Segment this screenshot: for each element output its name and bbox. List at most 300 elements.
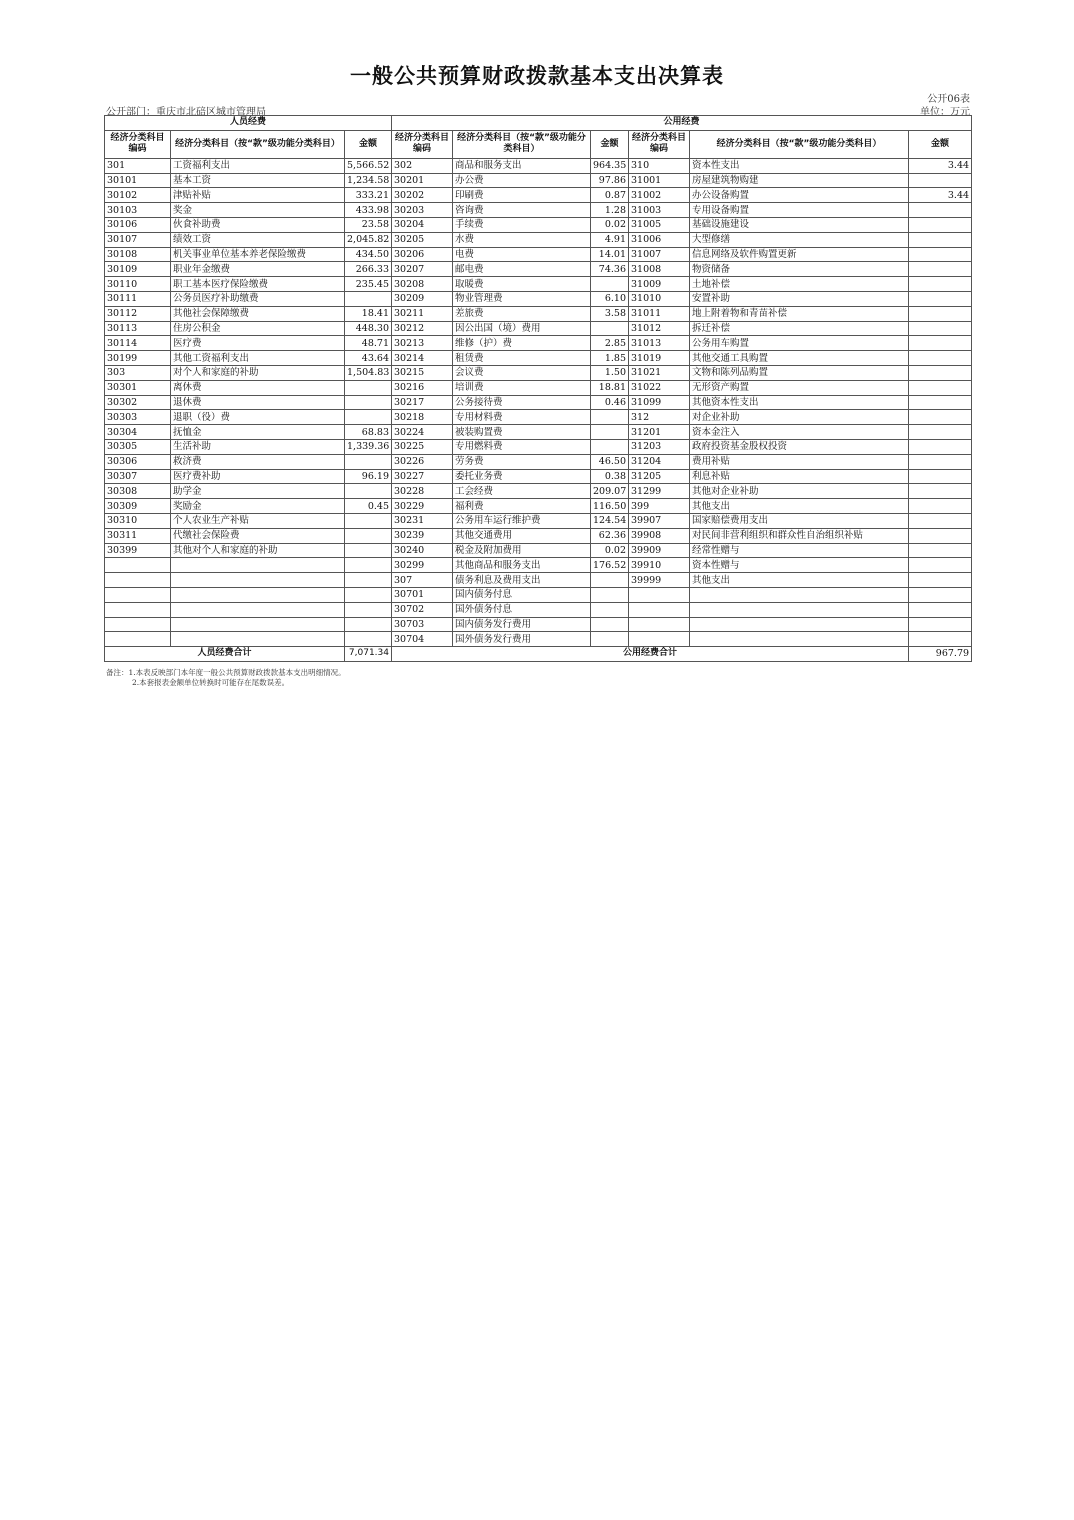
col-code: 经济分类科目编码 xyxy=(629,130,690,158)
cell-amount: 176.52 xyxy=(591,558,629,573)
cell-code: 39909 xyxy=(629,543,690,558)
cell-code: 30306 xyxy=(105,454,171,469)
cell-code xyxy=(629,632,690,647)
col-amount: 金额 xyxy=(345,130,392,158)
group-header-row xyxy=(105,116,972,131)
cell-code: 30214 xyxy=(392,351,453,366)
cell-amount: 2,045.82 xyxy=(345,232,392,247)
note-2: 2.本套报表金额单位转换时可能存在尾数误差。 xyxy=(132,678,290,687)
cell-code: 30311 xyxy=(105,528,171,543)
cell-code xyxy=(105,558,171,573)
cell-amount xyxy=(909,262,972,277)
cell-code: 30239 xyxy=(392,528,453,543)
cell-name: 电费 xyxy=(453,247,591,262)
cell-amount: 23.58 xyxy=(345,217,392,232)
table-row xyxy=(105,217,972,232)
cell-name: 资本金注入 xyxy=(690,425,909,440)
cell-amount: 0.45 xyxy=(345,499,392,514)
cell-name: 其他交通工具购置 xyxy=(690,351,909,366)
cell-name xyxy=(171,602,345,617)
cell-amount: 62.36 xyxy=(591,528,629,543)
cell-code: 30107 xyxy=(105,232,171,247)
table-row xyxy=(105,173,972,188)
table-body xyxy=(105,158,972,646)
cell-amount xyxy=(909,499,972,514)
cell-amount xyxy=(909,247,972,262)
cell-name: 国内债务发行费用 xyxy=(453,617,591,632)
table-row xyxy=(105,158,972,173)
cell-code: 30206 xyxy=(392,247,453,262)
cell-name: 住房公积金 xyxy=(171,321,345,336)
cell-name: 公务用车运行维护费 xyxy=(453,513,591,528)
cell-code: 30216 xyxy=(392,380,453,395)
cell-amount xyxy=(909,513,972,528)
cell-name: 文物和陈列品购置 xyxy=(690,365,909,380)
cell-name: 商品和服务支出 xyxy=(453,158,591,173)
cell-name: 助学金 xyxy=(171,484,345,499)
cell-amount: 0.46 xyxy=(591,395,629,410)
cell-name: 劳务费 xyxy=(453,454,591,469)
table-row xyxy=(105,380,972,395)
cell-code: 30199 xyxy=(105,351,171,366)
cell-code: 30208 xyxy=(392,277,453,292)
cell-amount xyxy=(909,351,972,366)
table-row xyxy=(105,602,972,617)
cell-amount xyxy=(345,513,392,528)
cell-code: 30109 xyxy=(105,262,171,277)
col-amount: 金额 xyxy=(591,130,629,158)
cell-amount xyxy=(345,558,392,573)
cell-name xyxy=(690,602,909,617)
cell-code: 39908 xyxy=(629,528,690,543)
cell-code: 30303 xyxy=(105,410,171,425)
cell-code: 31099 xyxy=(629,395,690,410)
cell-name: 医疗费补助 xyxy=(171,469,345,484)
cell-name: 对企业补助 xyxy=(690,410,909,425)
cell-amount: 116.50 xyxy=(591,499,629,514)
cell-code: 30114 xyxy=(105,336,171,351)
cell-amount xyxy=(345,543,392,558)
cell-amount xyxy=(345,617,392,632)
cell-code: 30228 xyxy=(392,484,453,499)
cell-amount xyxy=(345,454,392,469)
table-row xyxy=(105,425,972,440)
cell-amount: 434.50 xyxy=(345,247,392,262)
column-header-row xyxy=(105,130,972,158)
table-row xyxy=(105,513,972,528)
cell-code: 30103 xyxy=(105,203,171,218)
table-row xyxy=(105,321,972,336)
table-row xyxy=(105,410,972,425)
cell-name: 物业管理费 xyxy=(453,291,591,306)
cell-amount xyxy=(909,203,972,218)
cell-amount xyxy=(909,291,972,306)
col-amount: 金额 xyxy=(909,130,972,158)
cell-name: 培训费 xyxy=(453,380,591,395)
cell-code: 31003 xyxy=(629,203,690,218)
cell-code: 31299 xyxy=(629,484,690,499)
cell-code xyxy=(629,587,690,602)
cell-amount xyxy=(909,380,972,395)
cell-amount: 964.35 xyxy=(591,158,629,173)
cell-amount xyxy=(591,277,629,292)
notes xyxy=(106,668,346,688)
cell-code: 399 xyxy=(629,499,690,514)
cell-amount xyxy=(345,632,392,647)
cell-name: 公务接待费 xyxy=(453,395,591,410)
cell-amount xyxy=(909,558,972,573)
cell-code: 30108 xyxy=(105,247,171,262)
cell-name: 邮电费 xyxy=(453,262,591,277)
cell-name: 个人农业生产补贴 xyxy=(171,513,345,528)
cell-name: 专用设备购置 xyxy=(690,203,909,218)
cell-amount xyxy=(345,528,392,543)
cell-name xyxy=(171,632,345,647)
cell-code: 30304 xyxy=(105,425,171,440)
cell-amount xyxy=(909,336,972,351)
cell-code: 310 xyxy=(629,158,690,173)
cell-amount: 2.85 xyxy=(591,336,629,351)
cell-amount xyxy=(909,587,972,602)
cell-code: 31205 xyxy=(629,469,690,484)
cell-name: 福利费 xyxy=(453,499,591,514)
expenditure-table xyxy=(104,115,972,662)
cell-name: 公务员医疗补助缴费 xyxy=(171,291,345,306)
table-row xyxy=(105,247,972,262)
cell-code: 31008 xyxy=(629,262,690,277)
cell-name: 信息网络及软件购置更新 xyxy=(690,247,909,262)
cell-amount: 18.41 xyxy=(345,306,392,321)
cell-name: 利息补贴 xyxy=(690,469,909,484)
cell-amount: 266.33 xyxy=(345,262,392,277)
cell-code: 307 xyxy=(392,573,453,588)
cell-code: 30701 xyxy=(392,587,453,602)
cell-code xyxy=(105,602,171,617)
cell-name: 公务用车购置 xyxy=(690,336,909,351)
cell-amount xyxy=(909,217,972,232)
cell-code: 31005 xyxy=(629,217,690,232)
cell-name: 奖金 xyxy=(171,203,345,218)
cell-name: 水费 xyxy=(453,232,591,247)
table-row xyxy=(105,291,972,306)
cell-code: 31001 xyxy=(629,173,690,188)
table-row xyxy=(105,454,972,469)
cell-amount xyxy=(909,232,972,247)
cell-code: 303 xyxy=(105,365,171,380)
cell-code: 30211 xyxy=(392,306,453,321)
cell-code: 30201 xyxy=(392,173,453,188)
cell-amount: 1,339.36 xyxy=(345,439,392,454)
cell-code: 302 xyxy=(392,158,453,173)
cell-amount xyxy=(345,291,392,306)
cell-amount: 0.38 xyxy=(591,469,629,484)
table-row xyxy=(105,262,972,277)
cell-amount: 1.50 xyxy=(591,365,629,380)
cell-name: 地上附着物和青苗补偿 xyxy=(690,306,909,321)
cell-code: 30212 xyxy=(392,321,453,336)
cell-code: 30204 xyxy=(392,217,453,232)
cell-name: 房屋建筑物购建 xyxy=(690,173,909,188)
cell-code: 30703 xyxy=(392,617,453,632)
cell-name: 绩效工资 xyxy=(171,232,345,247)
cell-code: 31013 xyxy=(629,336,690,351)
cell-amount xyxy=(591,410,629,425)
cell-code: 30215 xyxy=(392,365,453,380)
table-row xyxy=(105,617,972,632)
cell-name: 津贴补贴 xyxy=(171,188,345,203)
cell-amount: 448.30 xyxy=(345,321,392,336)
cell-name: 其他工资福利支出 xyxy=(171,351,345,366)
cell-name: 委托业务费 xyxy=(453,469,591,484)
cell-name: 取暖费 xyxy=(453,277,591,292)
public-total-label: 公用经费合计 xyxy=(392,647,909,662)
cell-amount: 235.45 xyxy=(345,277,392,292)
cell-amount xyxy=(909,469,972,484)
cell-amount: 3.58 xyxy=(591,306,629,321)
cell-amount xyxy=(345,484,392,499)
table-row xyxy=(105,351,972,366)
totals-row xyxy=(105,647,972,662)
cell-name: 工会经费 xyxy=(453,484,591,499)
cell-amount: 43.64 xyxy=(345,351,392,366)
cell-name: 差旅费 xyxy=(453,306,591,321)
table-row xyxy=(105,573,972,588)
cell-name: 退休费 xyxy=(171,395,345,410)
cell-amount: 3.44 xyxy=(909,188,972,203)
cell-amount: 46.50 xyxy=(591,454,629,469)
table-row xyxy=(105,365,972,380)
cell-code: 30111 xyxy=(105,291,171,306)
cell-amount: 1,234.58 xyxy=(345,173,392,188)
col-code: 经济分类科目编码 xyxy=(392,130,453,158)
cell-code: 30308 xyxy=(105,484,171,499)
cell-name: 经常性赠与 xyxy=(690,543,909,558)
unit-label: 单位：万元 xyxy=(920,107,970,118)
cell-code: 39910 xyxy=(629,558,690,573)
cell-amount: 0.02 xyxy=(591,217,629,232)
cell-code: 31019 xyxy=(629,351,690,366)
col-name: 经济分类科目（按“款”级功能分类科目） xyxy=(453,130,591,158)
table-row xyxy=(105,395,972,410)
cell-amount xyxy=(909,395,972,410)
cell-amount xyxy=(909,277,972,292)
cell-code: 31006 xyxy=(629,232,690,247)
cell-code: 30209 xyxy=(392,291,453,306)
cell-amount: 333.21 xyxy=(345,188,392,203)
cell-code: 31009 xyxy=(629,277,690,292)
cell-code: 30307 xyxy=(105,469,171,484)
cell-code: 30102 xyxy=(105,188,171,203)
cell-name: 资本性赠与 xyxy=(690,558,909,573)
cell-name xyxy=(690,617,909,632)
cell-name: 工资福利支出 xyxy=(171,158,345,173)
cell-amount xyxy=(909,543,972,558)
table-row xyxy=(105,277,972,292)
cell-name: 政府投资基金股权投资 xyxy=(690,439,909,454)
cell-name: 基本工资 xyxy=(171,173,345,188)
table-row xyxy=(105,484,972,499)
cell-amount: 433.98 xyxy=(345,203,392,218)
cell-name: 会议费 xyxy=(453,365,591,380)
cell-name: 维修（护）费 xyxy=(453,336,591,351)
table-row xyxy=(105,439,972,454)
cell-name xyxy=(690,587,909,602)
cell-name: 国外债务发行费用 xyxy=(453,632,591,647)
cell-amount xyxy=(909,410,972,425)
cell-name: 基础设施建设 xyxy=(690,217,909,232)
cell-amount xyxy=(909,425,972,440)
cell-name: 安置补助 xyxy=(690,291,909,306)
cell-name: 退职（役）费 xyxy=(171,410,345,425)
table-row xyxy=(105,587,972,602)
cell-name: 救济费 xyxy=(171,454,345,469)
cell-code: 30217 xyxy=(392,395,453,410)
cell-name: 对民间非营利组织和群众性自治组织补贴 xyxy=(690,528,909,543)
cell-code: 30106 xyxy=(105,217,171,232)
cell-code xyxy=(105,632,171,647)
cell-code: 31012 xyxy=(629,321,690,336)
cell-amount: 1,504.83 xyxy=(345,365,392,380)
cell-amount xyxy=(909,454,972,469)
cell-code xyxy=(629,602,690,617)
cell-amount: 14.01 xyxy=(591,247,629,262)
cell-amount xyxy=(909,617,972,632)
cell-name: 代缴社会保险费 xyxy=(171,528,345,543)
cell-amount: 18.81 xyxy=(591,380,629,395)
cell-amount xyxy=(345,573,392,588)
cell-amount xyxy=(909,484,972,499)
cell-name: 拆迁补偿 xyxy=(690,321,909,336)
table-row xyxy=(105,306,972,321)
cell-amount: 96.19 xyxy=(345,469,392,484)
cell-code: 30229 xyxy=(392,499,453,514)
cell-name: 其他对个人和家庭的补助 xyxy=(171,543,345,558)
cell-amount: 74.36 xyxy=(591,262,629,277)
cell-code: 30227 xyxy=(392,469,453,484)
cell-name: 抚恤金 xyxy=(171,425,345,440)
personnel-total-label: 人员经费合计 xyxy=(105,647,345,662)
cell-amount: 124.54 xyxy=(591,513,629,528)
note-1: 备注：1.本表反映部门本年度一般公共预算财政拨款基本支出明细情况。 xyxy=(106,668,346,677)
cell-code: 30299 xyxy=(392,558,453,573)
cell-amount: 6.10 xyxy=(591,291,629,306)
cell-name: 职业年金缴费 xyxy=(171,262,345,277)
cell-name: 被装购置费 xyxy=(453,425,591,440)
cell-code: 31007 xyxy=(629,247,690,262)
cell-code: 31201 xyxy=(629,425,690,440)
cell-amount xyxy=(909,321,972,336)
cell-name xyxy=(171,617,345,632)
cell-code: 30702 xyxy=(392,602,453,617)
cell-code: 30310 xyxy=(105,513,171,528)
cell-code: 30203 xyxy=(392,203,453,218)
table-row xyxy=(105,499,972,514)
cell-name: 职工基本医疗保险缴费 xyxy=(171,277,345,292)
cell-name: 税金及附加费用 xyxy=(453,543,591,558)
cell-name: 资本性支出 xyxy=(690,158,909,173)
cell-name: 土地补偿 xyxy=(690,277,909,292)
cell-amount: 97.86 xyxy=(591,173,629,188)
cell-amount xyxy=(345,380,392,395)
cell-code: 30399 xyxy=(105,543,171,558)
cell-amount xyxy=(909,528,972,543)
cell-code: 31002 xyxy=(629,188,690,203)
cell-code: 31022 xyxy=(629,380,690,395)
personnel-total-value: 7,071.34 xyxy=(345,647,392,662)
cell-name: 无形资产购置 xyxy=(690,380,909,395)
cell-name: 其他支出 xyxy=(690,499,909,514)
table-row xyxy=(105,336,972,351)
cell-name xyxy=(171,573,345,588)
col-name: 经济分类科目（按“款”级功能分类科目） xyxy=(171,130,345,158)
cell-code: 30207 xyxy=(392,262,453,277)
cell-amount xyxy=(909,439,972,454)
cell-amount: 48.71 xyxy=(345,336,392,351)
cell-amount xyxy=(591,573,629,588)
cell-code: 301 xyxy=(105,158,171,173)
cell-name: 对个人和家庭的补助 xyxy=(171,365,345,380)
cell-code: 30218 xyxy=(392,410,453,425)
cell-amount xyxy=(909,632,972,647)
cell-code: 30240 xyxy=(392,543,453,558)
cell-amount: 0.02 xyxy=(591,543,629,558)
table-row xyxy=(105,543,972,558)
cell-amount xyxy=(591,632,629,647)
cell-code: 39907 xyxy=(629,513,690,528)
cell-code: 30226 xyxy=(392,454,453,469)
cell-name: 办公设备购置 xyxy=(690,188,909,203)
col-name: 经济分类科目（按“款”级功能分类科目） xyxy=(690,130,909,158)
cell-name: 债务利息及费用支出 xyxy=(453,573,591,588)
cell-name xyxy=(690,632,909,647)
cell-name xyxy=(171,587,345,602)
cell-name: 办公费 xyxy=(453,173,591,188)
cell-name: 其他社会保障缴费 xyxy=(171,306,345,321)
cell-amount xyxy=(909,573,972,588)
cell-name: 租赁费 xyxy=(453,351,591,366)
cell-name: 其他商品和服务支出 xyxy=(453,558,591,573)
cell-amount xyxy=(591,439,629,454)
cell-name: 咨询费 xyxy=(453,203,591,218)
cell-amount xyxy=(909,602,972,617)
cell-code: 31203 xyxy=(629,439,690,454)
cell-amount xyxy=(591,425,629,440)
cell-name: 国内债务付息 xyxy=(453,587,591,602)
table-row xyxy=(105,232,972,247)
cell-amount xyxy=(591,321,629,336)
cell-amount xyxy=(909,365,972,380)
cell-code: 30301 xyxy=(105,380,171,395)
cell-code: 30224 xyxy=(392,425,453,440)
cell-name xyxy=(171,558,345,573)
cell-name: 奖励金 xyxy=(171,499,345,514)
cell-name: 因公出国（境）费用 xyxy=(453,321,591,336)
cell-code xyxy=(629,617,690,632)
cell-code: 31204 xyxy=(629,454,690,469)
group-public: 公用经费 xyxy=(392,116,972,131)
cell-code: 30302 xyxy=(105,395,171,410)
cell-name: 其他对企业补助 xyxy=(690,484,909,499)
cell-name: 专用燃料费 xyxy=(453,439,591,454)
cell-name: 机关事业单位基本养老保险缴费 xyxy=(171,247,345,262)
cell-code: 30305 xyxy=(105,439,171,454)
cell-code: 31021 xyxy=(629,365,690,380)
cell-name: 生活补助 xyxy=(171,439,345,454)
group-personnel: 人员经费 xyxy=(105,116,392,131)
cell-name: 专用材料费 xyxy=(453,410,591,425)
cell-amount xyxy=(345,410,392,425)
cell-amount: 4.91 xyxy=(591,232,629,247)
